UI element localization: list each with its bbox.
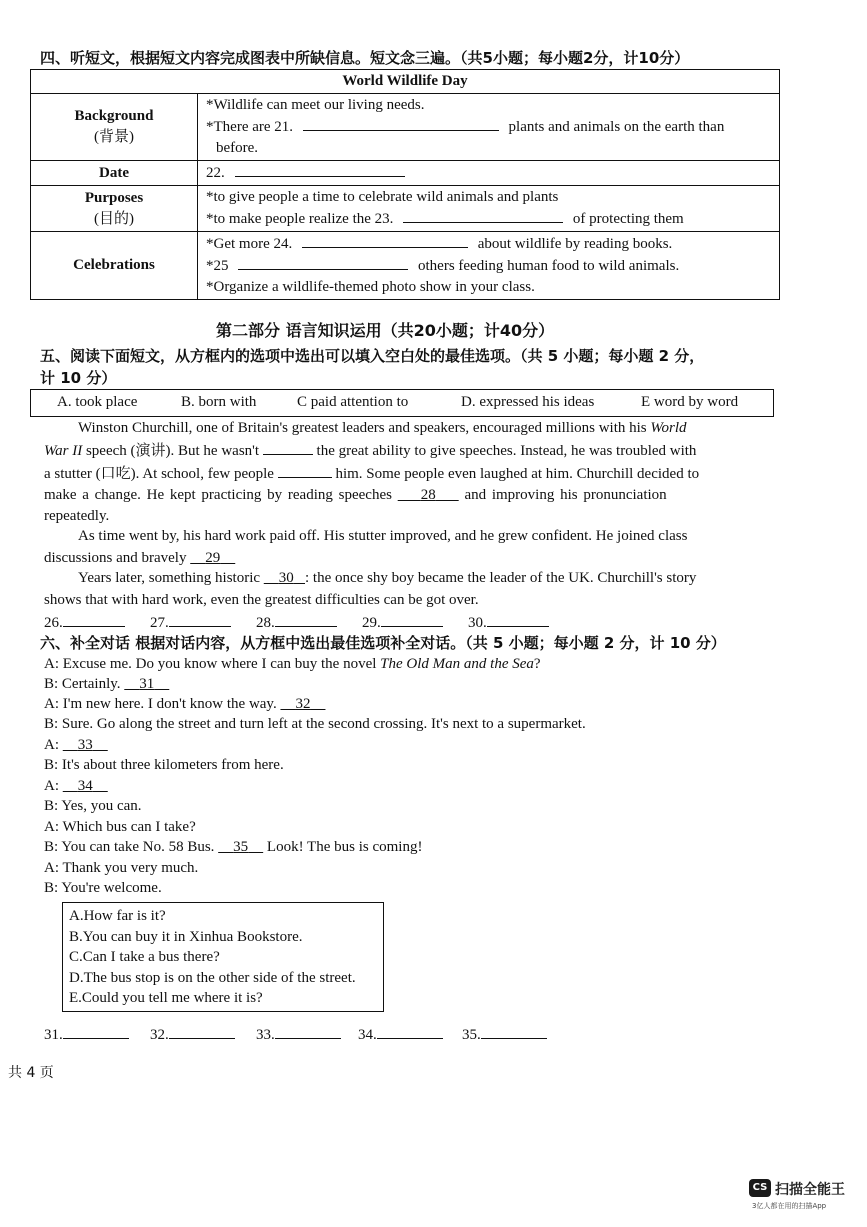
blank-34[interactable] [63, 778, 108, 794]
blank-number: 33 [77, 737, 93, 753]
purposes-content [198, 186, 780, 232]
blank-number: 35 [233, 839, 249, 855]
answer-30 [468, 612, 549, 632]
option-b: B. born with [181, 394, 257, 410]
answer-26 [44, 612, 125, 632]
answer-34 [358, 1024, 443, 1044]
answer-label: 32. [150, 1027, 169, 1043]
blank-number: 30 [278, 570, 294, 586]
answer-label: 35. [462, 1027, 481, 1043]
text-span: discussions and bravely [44, 550, 191, 566]
celebrations-line1-post: about wildlife by reading books. [477, 236, 673, 252]
dialogue-option-c: C.Can I take a bus there? [69, 949, 220, 965]
blank-30[interactable] [264, 570, 305, 586]
text-span: Years later, something historic [78, 570, 264, 586]
text-span: and improving his pronunciation [458, 487, 667, 503]
dialogue-line-6: B: It's about three kilometers from here. [44, 757, 284, 773]
blank-35[interactable] [218, 839, 263, 855]
text-span: A: [44, 778, 63, 794]
date-content [198, 161, 780, 186]
purposes-label-cn: (目的) [94, 210, 134, 227]
dialogue-line-10 [44, 837, 422, 857]
section6-options-box [62, 902, 384, 1012]
dialogue-line-3 [44, 694, 325, 714]
dialogue-line-11: A: Thank you very much. [44, 860, 199, 876]
answer-35 [462, 1024, 547, 1044]
answer-label: 31. [44, 1027, 63, 1043]
dialogue-option-e: E.Could you tell me where it is? [69, 990, 263, 1006]
text-span: ? [533, 656, 541, 672]
purposes-line2-pre: *to make people realize the 23. [206, 211, 394, 227]
purposes-label: Purposes [84, 189, 144, 206]
watermark-brand: 扫描全能王 [775, 1182, 845, 1198]
answer-blank[interactable] [487, 612, 549, 627]
text-span: make a change. He kept practicing by reading speeches [44, 487, 398, 503]
passage-p1-line1 [78, 418, 687, 438]
option-e: E word by word [641, 394, 739, 410]
blank-26[interactable] [263, 440, 313, 455]
blank-27[interactable] [278, 463, 332, 478]
blank-24[interactable] [302, 233, 468, 248]
text-span: speech (演讲). But he wasn't [82, 443, 263, 459]
italic-span: The Old Man and the Sea [380, 656, 534, 672]
dialogue-option-d: D.The bus stop is on the other side of the street. [69, 969, 356, 986]
answer-32 [150, 1024, 235, 1044]
option-c: C paid attention to [297, 394, 409, 410]
blank-33[interactable] [63, 737, 108, 753]
celebrations-line2-post: others feeding human food to wild animals. [418, 258, 680, 274]
option-a: A. took place [57, 394, 138, 410]
section5-options-box [30, 389, 774, 417]
background-line2-post: plants and animals on the earth than [508, 119, 725, 135]
answer-33 [256, 1024, 341, 1044]
celebrations-line2-pre: *25 [206, 258, 229, 274]
text-span: the great ability to give speeches. Instead, he was troubled with [312, 443, 697, 459]
wildlife-day-table [30, 69, 780, 300]
dialogue-option-a: A.How far is it? [69, 908, 166, 924]
dialogue-line-12: B: You're welcome. [44, 880, 162, 896]
background-content [198, 94, 780, 161]
dialogue-line-9: A: Which bus can I take? [44, 819, 196, 835]
text-span: : the once shy boy became the leader of the UK. Churchill's story [305, 570, 697, 586]
page-count: 共 4 页 [8, 1065, 54, 1081]
answer-blank[interactable] [275, 612, 337, 627]
answer-blank[interactable] [63, 1024, 129, 1039]
section4-heading: 四、听短文，根据短文内容完成图表中所缺信息。短文念三遍。（共5小题；每小题2分，计10分） [40, 49, 690, 67]
dialogue-line-1 [44, 654, 541, 674]
passage-p1-line2 [44, 440, 696, 461]
answer-blank[interactable] [381, 612, 443, 627]
passage-p2-line1: As time went by, his hard work paid off. His stutter improved, and he grew confident. He joined class [78, 528, 688, 544]
text-span: A: [44, 737, 63, 753]
answer-28 [256, 612, 337, 632]
answer-label: 30. [468, 615, 487, 631]
blank-28[interactable] [398, 487, 459, 503]
part2-heading: 第二部分 语言知识运用（共20小题；计40分） [216, 321, 555, 340]
background-line3: before. [216, 140, 259, 156]
date-label: Date [31, 161, 198, 186]
watermark-slogan: 3亿人都在用的扫描App [752, 1202, 827, 1210]
passage-p3-line2: shows that with hard work, even the greatest difficulties can be got over. [44, 592, 479, 608]
celebrations-content [198, 232, 780, 300]
blank-number: 28 [420, 487, 436, 503]
answer-29 [362, 612, 443, 632]
italic-span: World [650, 420, 687, 436]
blank-32[interactable] [280, 696, 325, 712]
answer-label: 29. [362, 615, 381, 631]
camscanner-logo-icon: CS [749, 1179, 771, 1197]
answer-blank[interactable] [169, 612, 231, 627]
section5-heading-line1: 五、阅读下面短文，从方框内的选项中选出可以填入空白处的最佳选项。（共 5 小题；每小题 2 分， [40, 347, 705, 365]
answer-label: 28. [256, 615, 275, 631]
blank-23[interactable] [403, 208, 563, 223]
passage-p1-line3 [44, 463, 699, 484]
passage-p2-line2 [44, 548, 235, 568]
background-label-cn: (背景) [94, 129, 134, 145]
section6-options-list [69, 906, 356, 1009]
answer-label: 27. [150, 615, 169, 631]
blank-21[interactable] [303, 116, 499, 131]
purposes-line2-post: of protecting them [572, 211, 684, 227]
dialogue-line-2 [44, 674, 169, 694]
dialogue-line-8: B: Yes, you can. [44, 798, 142, 814]
purposes-label-cell [31, 186, 198, 232]
answer-label: 26. [44, 615, 63, 631]
background-label: Background [74, 108, 154, 124]
blank-22[interactable] [235, 162, 405, 177]
answer-blank[interactable] [377, 1024, 443, 1039]
text-span: A: Excuse me. Do you know where I can buy the novel [44, 656, 381, 672]
celebrations-label: Celebrations [31, 232, 198, 300]
section5-heading-line2: 计 10 分） [40, 369, 117, 387]
background-line1: *Wildlife can meet our living needs. [206, 97, 425, 113]
dialogue-line-7 [44, 776, 108, 796]
blank-number: 29 [205, 550, 221, 566]
purposes-line1: *to give people a time to celebrate wild animals and plants [206, 189, 559, 205]
text-span: B: Certainly. [44, 676, 125, 692]
text-span: Look! The bus is coming! [263, 839, 423, 855]
passage-p1-line5: repeatedly. [44, 508, 110, 524]
italic-span: War II [44, 443, 83, 459]
table-title: World Wildlife Day [31, 70, 780, 94]
blank-29[interactable] [190, 550, 235, 566]
text-span: B: You can take No. 58 Bus. [44, 839, 219, 855]
celebrations-line3: *Organize a wildlife-themed photo show in your class. [206, 279, 535, 295]
background-line2-pre: *There are 21. [206, 119, 294, 135]
text-span: Winston Churchill, one of Britain's greatest leaders and speakers, encouraged millions with his [78, 420, 651, 436]
answer-blank[interactable] [481, 1024, 547, 1039]
blank-25[interactable] [238, 255, 408, 270]
blank-number: 34 [77, 778, 93, 794]
blank-number: 32 [295, 696, 311, 712]
answer-27 [150, 612, 231, 632]
text-span: him. Some people even laughed at him. Churchill decided to [331, 466, 700, 482]
text-span: A: I'm new here. I don't know the way. [44, 696, 281, 712]
answer-label: 34. [358, 1027, 377, 1043]
blank-31[interactable] [124, 676, 169, 692]
answer-31 [44, 1024, 129, 1044]
answer-blank[interactable] [63, 612, 125, 627]
answer-blank[interactable] [275, 1024, 341, 1039]
passage-p1-line4 [44, 485, 667, 505]
background-label-cell [31, 94, 198, 161]
answer-blank[interactable] [169, 1024, 235, 1039]
dialogue-option-b: B.You can buy it in Xinhua Bookstore. [69, 928, 303, 945]
passage-p3-line1 [78, 568, 696, 588]
dialogue-line-5 [44, 735, 108, 755]
blank-number: 31 [139, 676, 155, 692]
celebrations-line1-pre: *Get more 24. [206, 236, 293, 252]
date-number: 22. [206, 165, 225, 181]
option-d: D. expressed his ideas [461, 394, 595, 410]
section6-heading: 六、补全对话 根据对话内容，从方框中选出最佳选项补全对话。（共 5 小题；每小题 2 分，计 10 分） [40, 634, 726, 652]
dialogue-line-4: B: Sure. Go along the street and turn left at the second crossing. It's next to a supermarket. [44, 716, 586, 732]
answer-label: 33. [256, 1027, 275, 1043]
text-span: a stutter (口吃). At school, few people [44, 466, 278, 482]
